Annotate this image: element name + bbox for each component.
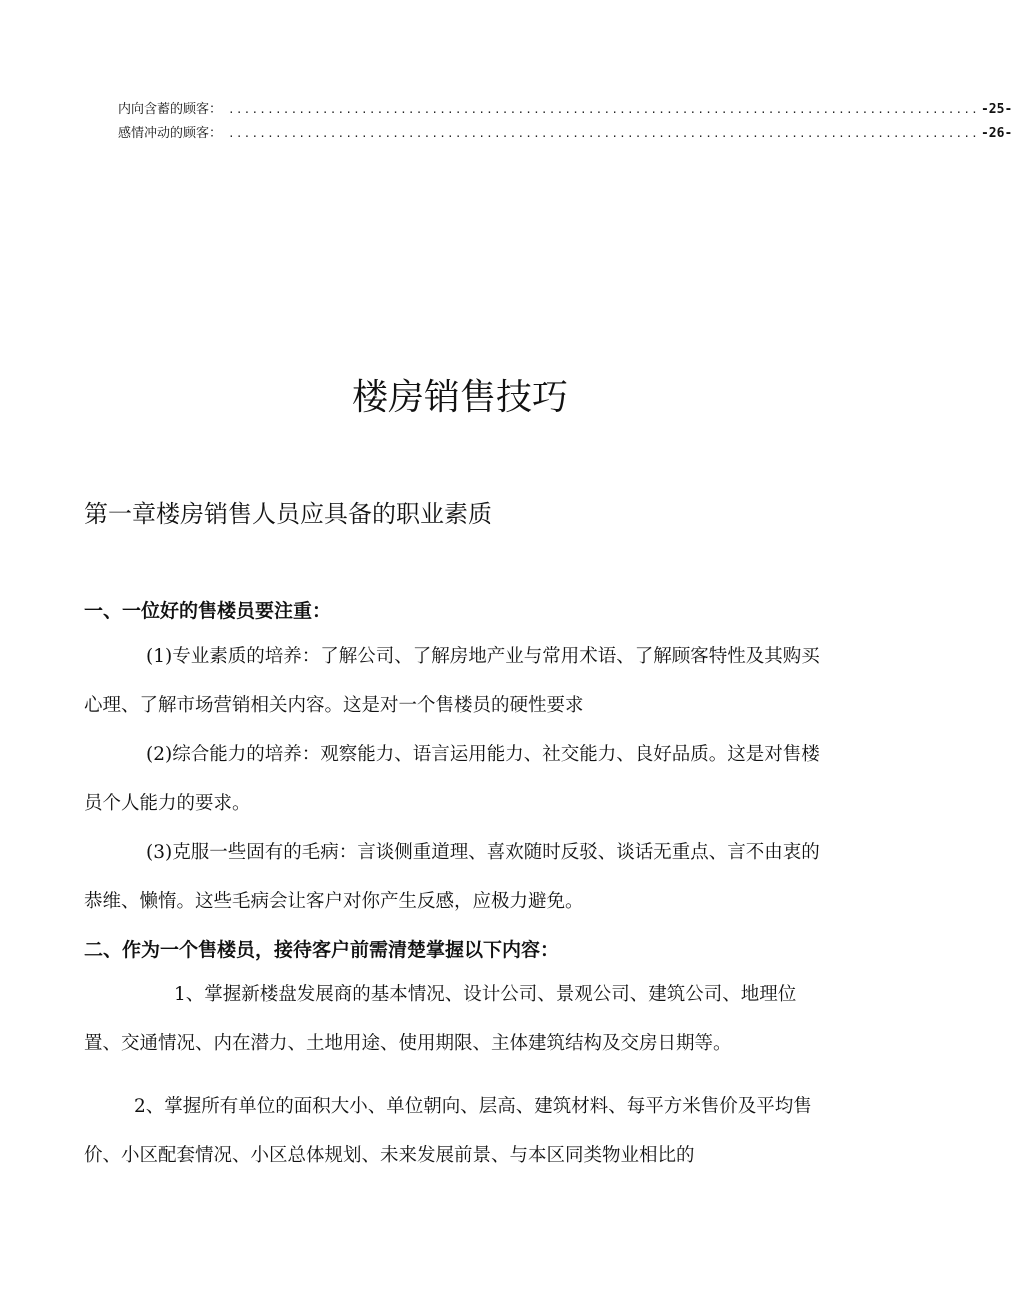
toc-entry-page: -26- — [980, 126, 1012, 141]
toc-entry[interactable] — [118, 126, 1012, 142]
paragraph-developer-info: 1、掌握新楼盘发展商的基本情况、设计公司、景观公司、建筑公司、地理位置、交通情况、内在潜力、土地用途、使用期限、主体建筑结构及交房日期等。 — [84, 984, 797, 1054]
chapter-title: 第一章楼房销售人员应具备的职业素质 — [84, 500, 492, 528]
toc-entry-page: -25- — [980, 102, 1012, 117]
toc-entry-label: 内向含蓄的顾客： — [118, 102, 223, 117]
section-heading-2: 二、作为一个售楼员，接待客户前需清楚掌握以下内容： — [84, 939, 560, 961]
paragraph-overcome-habits: (3)克服一些固有的毛病：言谈侧重道理、喜欢随时反驳、谈话无重点、言不由衷的恭维、懒惰。这些毛病会让客户对你产生反感，应极力避免。 — [84, 842, 820, 912]
toc-leader-dots: ................................................................................................ — [228, 127, 979, 140]
toc-entry[interactable] — [118, 102, 1012, 118]
section-heading-1: 一、一位好的售楼员要注重： — [84, 600, 332, 622]
paragraph-comprehensive-ability: (2)综合能力的培养：观察能力、语言运用能力、社交能力、良好品质。这是对售楼员个人能力的要求。 — [84, 744, 820, 814]
toc-entry-label: 感情冲动的顾客： — [118, 126, 223, 141]
toc-leader-dots: ................................................................................................ — [228, 103, 979, 116]
paragraph-professional-quality: (1)专业素质的培养：了解公司、了解房地产业与常用术语、了解顾客特性及其购买心理、了解市场营销相关内容。这是对一个售楼员的硬性要求 — [84, 646, 820, 716]
paragraph-unit-info: 2、掌握所有单位的面积大小、单位朝向、层高、建筑材料、每平方米售价及平均售价、小区配套情况、小区总体规划、未来发展前景、与本区同类物业相比的 — [84, 1096, 812, 1166]
document-title: 楼房销售技巧 — [351, 377, 568, 418]
